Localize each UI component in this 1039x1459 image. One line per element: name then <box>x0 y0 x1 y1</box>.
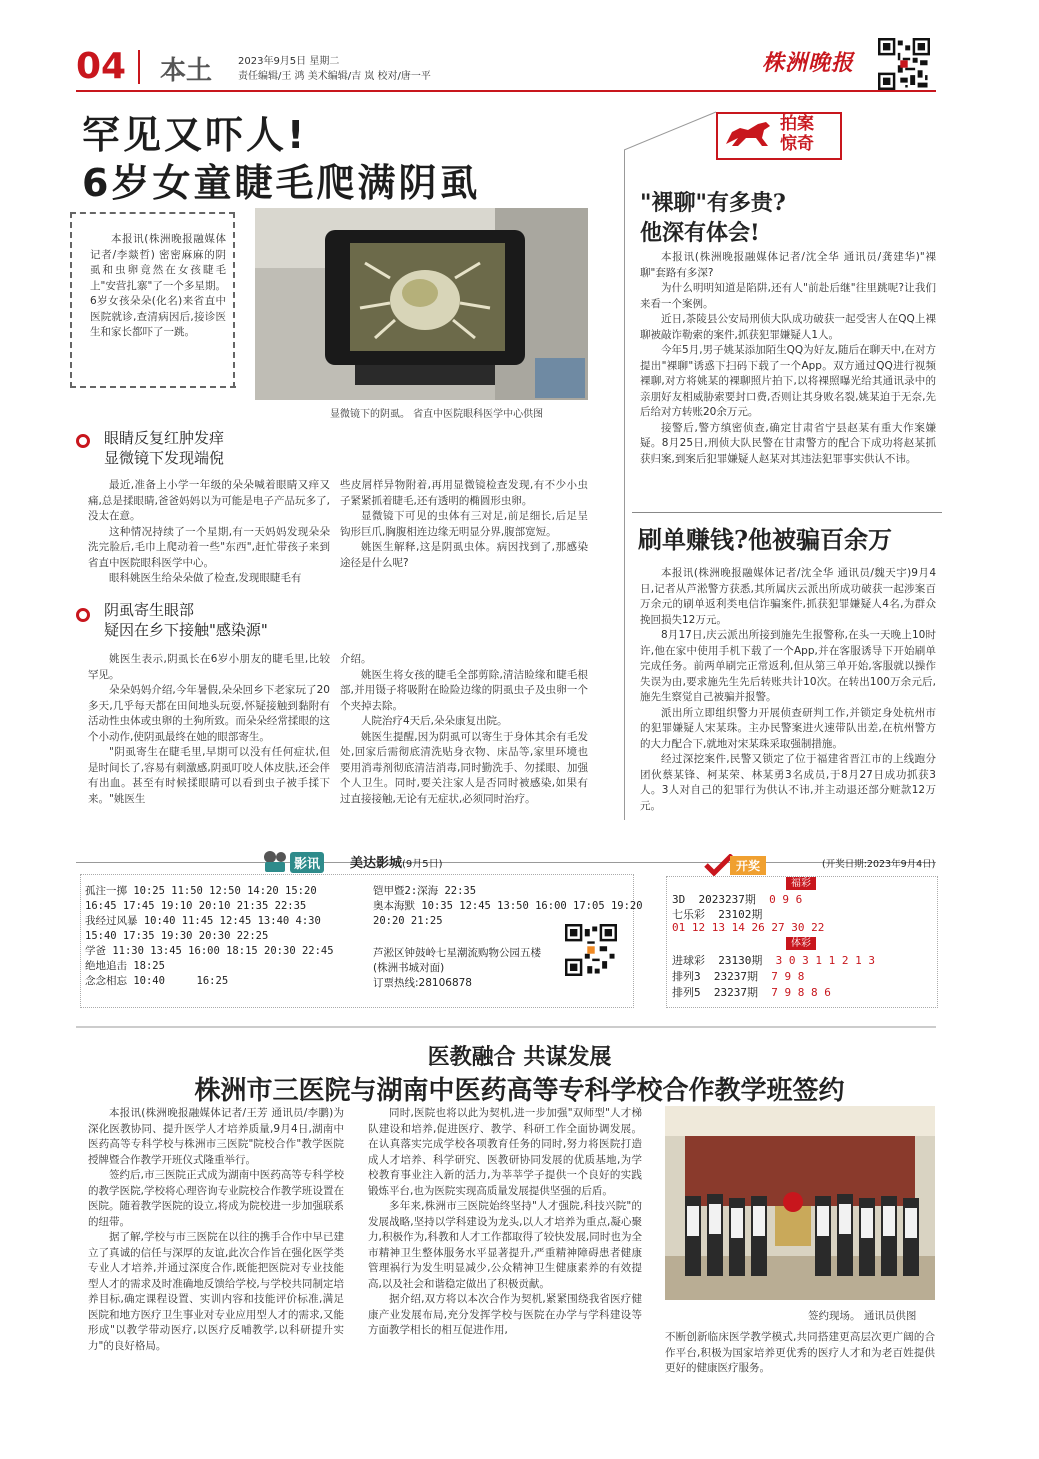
story1-headline-line1: 罕见又吓人! <box>82 113 308 157</box>
lottery-badge <box>704 854 784 876</box>
cinema-title <box>350 852 443 871</box>
lottery-label: 排列3 23237期 <box>672 970 758 983</box>
masthead-divider <box>138 50 140 84</box>
schedule-row: 奥本海默 10:35 12:45 13:50 16:00 17:05 19:20 <box>373 900 643 912</box>
schedule-row: 我经过风暴 10:40 11:45 12:45 13:40 4:30 <box>85 915 321 927</box>
subhead1-line1: 眼睛反复红肿发痒 <box>104 429 225 447</box>
paragraph: 姚医生提醒,因为阴虱可以寄生于身体其余有毛发处,回家后需彻底清洗贴身衣物、床品等,家里环境也要用消毒剂彻底清洁消毒,同时勤洗手、勿揉眼、加强个人卫生。同时,要关注家人是否同时被感染,如果有过直接接触,无论有无症状,必须同时治疗。 <box>340 730 588 805</box>
lead-box-border-bottom <box>70 386 236 390</box>
lottery-row-qlc-numbers: 01 12 13 14 26 27 30 22 <box>672 921 825 934</box>
schedule-row: 铠甲暨2:深海 22:35 <box>373 885 477 897</box>
story1-lead-text: 本报讯(株洲晚报融媒体记者/李燚哲) 密密麻麻的阴虱和虫卵竟然在女孩睫毛上"安营扎寨"了一个多星期。6岁女孩朵朵(化名)来省直中医院就诊,查清病因后,接诊医生和家长都吓了一跳。 <box>90 233 226 338</box>
lottery-row-qlc-label: 七乐彩 23102期 <box>672 908 763 921</box>
lead-box-border-left <box>70 212 72 388</box>
schedule-row: 念念相忘 10:40 16:25 <box>85 975 229 987</box>
schedule-row: 20:20 21:25 <box>373 915 443 927</box>
paragraph: 据了解,学校与市三医院在以往的携手合作中早已建立了真诚的信任与深厚的友谊,此次合作旨在强化医学类专业人才培养,并通过深度合作,既能把医院对专业技能型人才的需求及时准确地反馈给学校,与学校共同制定培养目标,确定课程设置、实训内容和技能评价标准,满足医院和地方医疗卫生事业对专业应用型人才的需求,又能形成"以教学带动医疗,以医疗反哺教学,以科研提升实力"的良好格局。 <box>88 1231 344 1352</box>
subhead2-bullet-icon <box>76 608 90 622</box>
schedule-row: 16:45 17:45 19:10 20:10 21:35 22:35 <box>85 900 307 912</box>
signing-ceremony-image <box>665 1106 935 1300</box>
cinema-badge <box>262 850 342 874</box>
lottery-badge-label: 开奖 <box>730 856 766 875</box>
schedule-row: 学爸 11:30 13:45 16:00 18:15 20:30 22:45 <box>85 945 334 957</box>
story2-headline-line1: "裸聊"有多贵? <box>640 190 786 216</box>
story2-body <box>640 250 936 467</box>
column-divider <box>624 150 625 820</box>
paragraph: 多年来,株洲市三医院始终坚持"人才强院,科技兴院"的发展战略,坚持以学科建设为龙头,以人才培养为重点,凝心聚力,积极作为,科教和人才工作都取得了较快发展,同时也为全市精神卫生整体服务水平显著提升,严重精神障碍患者健康管理祸行为发生明显减少,公众精神卫生健康素养的有效提高,以及社会和谐稳定做出了积极贡献。 <box>368 1200 642 1290</box>
microscope-screen-image <box>255 208 588 400</box>
paragraph: "阴虱寄生在睫毛里,早期可以没有任何症状,但是时间长了,容易有刺激感,阴虱叮咬人体皮肤,还会伴有出血。甚至有时候揉眼睛可以看到虫子被手揉下来。"姚医生 <box>88 746 330 805</box>
microscope-photo <box>255 208 588 400</box>
schedule-row: 15:40 17:35 19:30 20:30 22:25 <box>85 930 269 942</box>
lottery-date: (开奖日期:2023年9月4日) <box>822 859 936 870</box>
section-title: 本土 <box>160 56 213 86</box>
paragraph: 最近,准备上小学一年级的朵朵喊着眼睛又痒又痛,总是揉眼睛,爸爸妈妈以为可能是电子产品玩多了,没太在意。 <box>88 479 330 522</box>
paragraph: 介绍。 <box>340 653 372 665</box>
story1-col4 <box>340 652 588 807</box>
story4-col3 <box>665 1330 935 1377</box>
paragraph: 本报讯(株洲晚报融媒体记者/沈全华 通讯员/魏天宇)9月4日,记者从芦淞警方获悉,其所属庆云派出所成功破获一起涉案百万余元的刷单返利类电信诈骗案件,抓获犯罪嫌疑人4名,为群众挽回损失12万元。 <box>640 567 936 626</box>
horse-icon <box>718 114 778 154</box>
paragraph: 经过深挖案件,民警又锁定了位于福建省晋江市的上线跑分团伙蔡某锋、柯某荣、林某勇3名成员,于8月27日成功抓获3人。3人对自己的犯罪行为供认不讳,并主动退还部分赃款12万元。 <box>640 753 936 812</box>
cinema-schedule-right <box>373 884 643 929</box>
story1-col1 <box>88 478 330 587</box>
photo2-caption: 签约现场。 通讯员供图 <box>808 1310 917 1322</box>
story1-col3 <box>88 652 330 807</box>
story4-headline: 株洲市三医院与湖南中医药高等专科学校合作教学班签约 <box>194 1076 845 1106</box>
film-camera-icon <box>262 850 288 874</box>
paragraph: 今年5月,男子姚某添加陌生QQ为好友,随后在聊天中,在对方提出"裸聊"诱惑下扫码下载了一个App。双方通过QQ进行视频裸聊,对方将姚某的裸聊照片拍下,以将裸照曝光给其通讯录中的亲朋好友相威胁索要封口费,否则让其身败名裂,姚某迫于无奈,先后给对方转账20余万元。 <box>640 344 936 418</box>
paragraph: 据介绍,双方将以本次合作为契机,紧紧围绕我省医疗健康产业发展布局,充分发挥学校与医院在办学与学科建设等方面教学相长的相互促进作用, <box>368 1293 642 1336</box>
schedule-row: 绝地追击 18:25 <box>85 960 165 972</box>
story4-headline-kicker: 医教融合 共谋发展 <box>427 1044 612 1070</box>
paragraph: 同时,医院也将以此为契机,进一步加强"双师型"人才梯队建设和培养,促进医疗、教学、科研工作全面协调发展。在认真落实完成学校各项教育任务的同时,努力将医院打造成人才培养、科学研究、医教研协同发展的优质基地,为学校教育事业注入新的活力,为莘莘学子提供一个良好的实践锻炼平台,也为医院实现高质量发展提供坚强的后盾。 <box>368 1107 642 1197</box>
lottery-label: 排列5 23237期 <box>672 986 758 999</box>
lottery-row-jqc <box>672 952 875 968</box>
lottery-numbers: 3 0 3 1 1 2 1 3 <box>775 954 875 967</box>
story1-col2 <box>340 478 588 571</box>
paragraph: 为什么明明知道是陷阱,还有人"前赴后继"往里跳呢?让我们来看一个案例。 <box>640 282 936 310</box>
editors-line: 责任编辑/王 鸿 美术编辑/吉 岚 校对/唐一平 <box>238 71 431 82</box>
story4-col2 <box>368 1106 642 1339</box>
story4-col1 <box>88 1106 344 1354</box>
paragraph: 显微镜下可见的虫体有三对足,前足细长,后足呈钩形巨爪,胸腹相连边缘无明显分界,腹部宽短。 <box>340 510 588 538</box>
lottery-row-p3 <box>672 968 804 984</box>
story1-lead <box>90 232 226 341</box>
masthead-rule <box>76 90 936 92</box>
paragraph: 人院治疗4天后,朵朵康复出院。 <box>361 715 508 727</box>
story3-rule <box>632 512 942 513</box>
cinema-name: 美达影城 <box>350 856 403 871</box>
lead-box-border-right <box>233 212 237 388</box>
lottery-row-p5 <box>672 984 831 1000</box>
lottery-numbers: 7 9 8 <box>771 970 805 983</box>
paragraph: 这种情况持续了一个星期,有一天妈妈发现朵朵洗完脸后,毛巾上爬动着一些"东西",赶忙带孩子来到省直中医院眼科医学中心。 <box>88 525 330 569</box>
paragraph: 接警后,警方缜密侦查,确定甘肃省宁县赵某有重大作案嫌疑。8月25日,刑侦大队民警在甘肃警方的配合下成功将赵某抓获归案,到案后犯罪嫌疑人赵某对其违法犯罪事实供认不讳。 <box>640 421 936 465</box>
paragraph: 8月17日,庆云派出所接到施先生报警称,在头一天晚上10时许,他在家中使用手机下载了一个App,并在客服诱导下开始刷单完成任务。前两单刷完正常返利,但从第三单开始,客服就以操作失误为由,要求施先生先后转账共计10次。在转出100万余元后,施先生察觉自己被骗并报警。 <box>640 629 936 703</box>
signing-photo <box>665 1106 935 1300</box>
paragraph: 派出所立即组织警力开展侦查研判工作,并锁定身处杭州市的犯罪嫌疑人宋某珠。主办民警案进火速带队出差,在杭州警方的大力配合下,就地对宋某珠采取强制措施。 <box>640 706 936 750</box>
subhead1-bullet-icon <box>76 434 90 448</box>
cinema-date: (9月5日) <box>402 859 443 870</box>
story3-body <box>640 566 936 814</box>
paragraph: 眼科姚医生给朵朵做了检查,发现眼睫毛有 <box>109 572 302 584</box>
story3-headline: 刷单赚钱?他被骗百余万 <box>638 525 893 554</box>
cinema-badge-label: 影讯 <box>290 852 324 873</box>
cinema-schedule-left <box>85 884 334 989</box>
photo1-caption: 显微镜下的阴虱。 省直中医院眼科医学中心供图 <box>330 409 544 420</box>
page-number: 04 <box>76 46 127 87</box>
paragraph: 不断创新临床医学教学模式,共同搭建更高层次更广阔的合作平台,积极为国家培养更优秀的医疗人才和为老百姓提供更好的健康医疗服务。 <box>665 1331 935 1374</box>
qr-code-icon <box>565 924 617 976</box>
lottery-tag-sports: 体彩 <box>786 937 816 950</box>
lead-box-border-top <box>70 212 235 214</box>
lottery-numbers: 7 9 8 8 6 <box>771 986 831 999</box>
story1-headline-line2: 6岁女童睫毛爬满阴虱 <box>82 161 481 205</box>
paragraph: 签约后,市三医院正式成为湖南中医药高等专科学校的教学医院,学校将心理咨询专业院校合作教学班设置在医院。随着教学医院的设立,将成为院校进一步加强联系的纽带。 <box>88 1169 344 1228</box>
cinema-address <box>373 946 555 991</box>
issue-date: 2023年9月5日 星期二 <box>238 56 340 67</box>
paragraph: 些皮屑样异物附着,再用显微镜检查发现,有不少小虫子紧紧抓着睫毛,还有透明的椭圆形虫卵。 <box>340 479 588 507</box>
qr-code-icon <box>878 38 930 90</box>
paragraph: 朵朵妈妈介绍,今年暑假,朵朵回乡下老家玩了20多天,几乎每天都在田间地头玩耍,怀疑接触到黏附有活动性虫体或虫卵的土狗所致。而朵朵经常揉眼的这个小动作,使阴虱最终在她的眼部寄生。 <box>88 684 330 743</box>
address-text: 芦淞区钟鼓岭七星潮流购物公园五楼(株洲书城对面) <box>373 947 541 974</box>
stamp-label: 拍案惊奇 <box>780 114 814 154</box>
paragraph: 本报讯(株洲晚报融媒体记者/王芳 通讯员/李鹏)为深化医教协同、提升医学人才培养质量,9月4日,湖南中医药高等专科学校与株洲市三医院"院校合作"教学医院授牌暨合作教学开班仪式隆重举行。 <box>88 1107 344 1166</box>
stamp-leader-line <box>624 110 724 152</box>
paragraph: 姚医生将女孩的睫毛全部剪除,清洁睑缘和睫毛根部,并用镊子将吸附在睑险边缘的阴虱虫子及虫卵一个个夹掉去除。 <box>340 668 588 712</box>
paragraph: 姚医生表示,阴虱长在6岁小朋友的睫毛里,比较罕见。 <box>88 653 330 681</box>
schedule-row: 孤注一掷 10:25 11:50 12:50 14:20 15:20 <box>85 885 317 897</box>
lottery-row-3d <box>672 891 802 907</box>
phone-text: 订票热线:28106878 <box>373 977 472 989</box>
paragraph: 本报讯(株洲晚报融媒体记者/沈全华 通讯员/龚建华)"裸聊"套路有多深? <box>640 251 936 279</box>
lottery-tag-welfare: 福彩 <box>786 877 816 890</box>
paragraph: 姚医生解释,这是阴虱虫体。病因找到了,那感染途径是什么呢? <box>340 541 588 569</box>
subhead2-line2: 疑因在乡下接触"感染源" <box>104 621 268 639</box>
lottery-numbers: 0 9 6 <box>769 893 803 906</box>
subhead2-line1: 阴虱寄生眼部 <box>104 601 195 619</box>
section-divider <box>76 1026 936 1028</box>
lottery-label: 进球彩 23130期 <box>672 954 763 967</box>
paragraph: 近日,茶陵县公安局刑侦大队成功破获一起受害人在QQ上裸聊被敲诈勒索的案件,抓获犯罪嫌疑人1人。 <box>640 313 936 341</box>
listings-rule <box>76 862 936 863</box>
lottery-label: 3D 2023237期 <box>672 893 756 906</box>
newspaper-logo: 株洲晚报 <box>762 50 855 76</box>
subhead1-line2: 显微镜下发现端倪 <box>104 449 225 467</box>
story2-headline-line2: 他深有体会! <box>640 220 760 246</box>
